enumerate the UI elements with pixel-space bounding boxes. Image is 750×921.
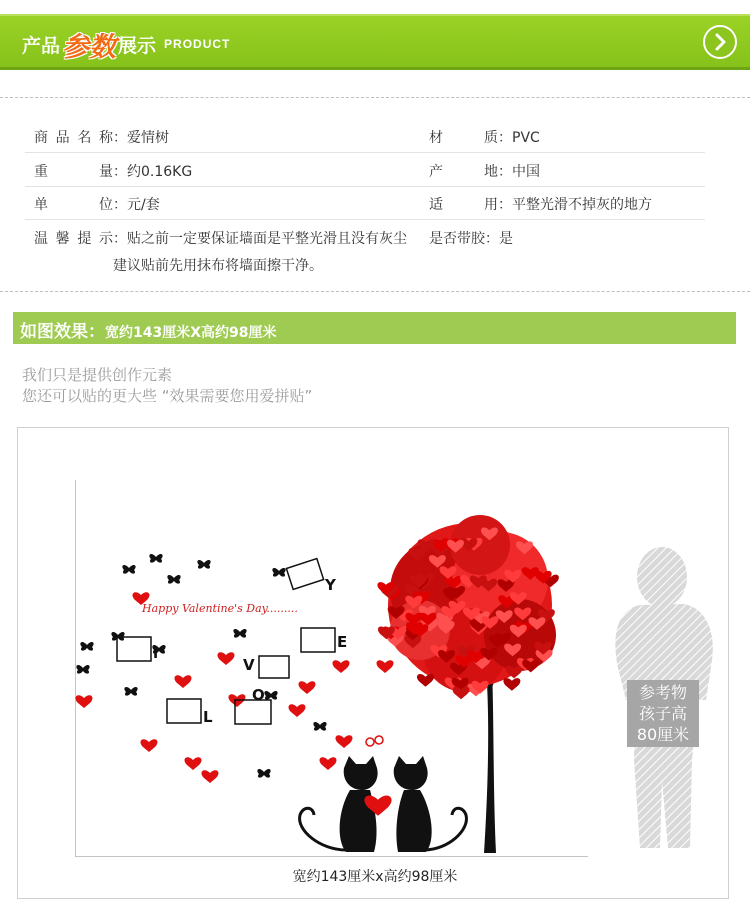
frame-letters (153, 576, 347, 726)
red-hearts (76, 592, 394, 783)
title-part1: 产品 (22, 34, 61, 57)
intro-line-1: 我们只是提供创作元素 (22, 366, 173, 384)
spec-label: 材质 (429, 130, 498, 146)
colon: ： (498, 130, 512, 146)
colon: ： (113, 197, 127, 213)
photo-frames (117, 559, 335, 724)
svg-text:Y: Y (325, 576, 336, 594)
spec-value: 中国 (512, 164, 540, 180)
title-part2: 展示 (118, 34, 157, 57)
spec-value: 是 (499, 231, 513, 247)
spec-label: 是否带胶 (429, 231, 485, 247)
colon: ： (113, 164, 127, 180)
reference-label (627, 680, 699, 747)
svg-text:O: O (252, 686, 265, 704)
reference-label-line: 参考物 (638, 683, 687, 702)
spec-label: 适用 (429, 197, 498, 213)
colon: ： (498, 197, 512, 213)
svg-text:i: i (153, 644, 159, 662)
tree-trunk (484, 668, 496, 853)
spec-label: 单位 (34, 197, 113, 213)
spec-value: 爱情树 (127, 130, 169, 146)
title-english: PRODUCT (164, 37, 231, 51)
svg-text:L: L (203, 708, 213, 726)
reference-label-line: 孩子高 (638, 704, 687, 723)
reference-label-line: 80厘米 (636, 725, 690, 744)
spec-value-line2: 建议贴前先用抹布将墙面擦干净。 (113, 258, 323, 274)
title-highlight: 参数 (62, 31, 117, 63)
effect-label-text: 如图效果： (20, 322, 105, 342)
spec-label: 温馨提示 (34, 231, 113, 247)
cat-right (394, 756, 467, 852)
svg-text:V: V (243, 656, 255, 674)
banner-text: Happy Valentine's Day......... (142, 602, 298, 615)
heart-mark (417, 674, 434, 687)
spec-label: 产地 (429, 164, 498, 180)
spec-label: 商品名称 (34, 130, 113, 146)
spec-value: 约0.16KG (127, 164, 193, 180)
spec-value: 平整光滑不掉灰的地方 (512, 197, 652, 213)
intro-line-2: 您还可以贴的更大些 “效果需要您用爱拼贴” (22, 387, 313, 405)
spec-value: 元/套 (127, 197, 160, 213)
svg-text:E: E (337, 633, 348, 651)
colon: ： (113, 231, 127, 247)
heart-mark (503, 678, 520, 691)
effect-value: 宽约143厘米X高约98厘米 (105, 325, 277, 341)
colon: ： (113, 130, 127, 146)
spec-label: 重量 (34, 164, 113, 180)
illustration-caption: 宽约143厘米x高约98厘米 (292, 869, 458, 885)
colon: ： (498, 164, 512, 180)
colon: ： (485, 231, 499, 247)
spec-value: 贴之前一定要保证墙面是平整光滑且没有灰尘 (127, 231, 407, 247)
spec-value: PVC (512, 130, 540, 146)
